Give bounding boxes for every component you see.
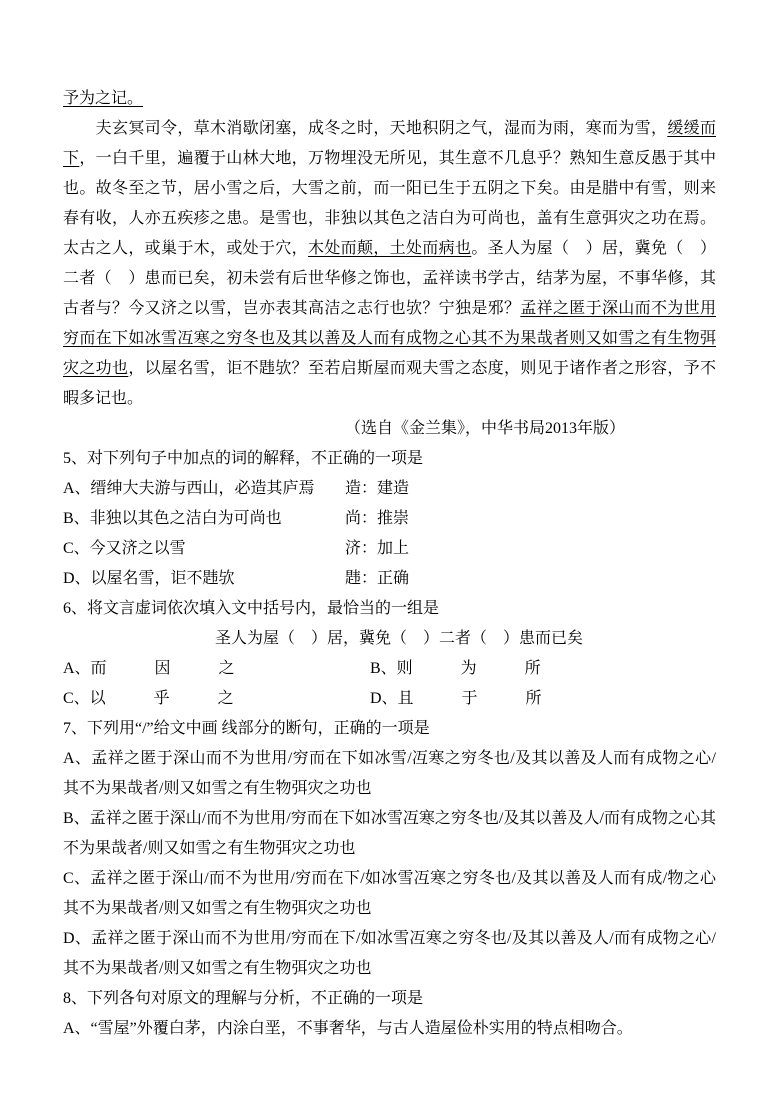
underlined-text: 木处而颠，土处而病也 [307, 240, 472, 257]
q7-stem: 7、下列用“/”给文中画 线部分的断句，正确的一项是 [63, 720, 430, 737]
q6-option-b: B、则 为 所 [370, 660, 541, 677]
q6-option-row [63, 684, 716, 714]
q5-option-d-label: D、以屋名雪，讵不韪欤 [63, 570, 235, 587]
q6-option-c: C、以 乎 之 [63, 690, 234, 707]
passage-text: 。圣人为屋（ ）居，冀免（ ）二者（ ）患而已矣，初未尝有后世华修之饰也，孟祥读书学古，结茅为屋，不事华修，其古者与？今又济之以雪，岂亦表其高洁之志行也欤？宁独是邪？ [63, 240, 716, 317]
q6-quote-line: 圣人为屋（ ）居，冀免（ ）二者（ ）患而已矣 [215, 630, 584, 647]
source-attribution: （选自《金兰集》，中华书局2013年版） [344, 420, 625, 437]
q5-option-row [63, 504, 716, 534]
q7-option-b: B、孟祥之匿于深山/而不为世用/穷而在下如冰雪冱寒之穷冬也/及其以善及人/而有成物之心其不为果哉者/则又如雪之有生物弭灾之功也 [63, 810, 716, 857]
q6-option-a: A、而 因 之 [63, 660, 235, 677]
q6-option-row [63, 654, 716, 684]
q7-option-a: A、孟祥之匿于深山而不为世用/穷而在下如冰雪/冱寒之穷冬也/及其以善及人而有成物之心/其不为果哉者/则又如雪之有生物弭灾之功也 [63, 750, 716, 797]
passage-paragraph [63, 114, 716, 414]
q5-option-a-label: A、缙绅大夫游与西山，必造其庐焉 [63, 480, 315, 497]
passage-text: 夫玄冥司令，草木消歇闭塞，成冬之时，天地积阴之气，湿而为雨，寒而为雪， [63, 120, 668, 137]
q8-option-a: A、“雪屋”外覆白茅，内涂白垩，不事奢华，与古人造屋俭朴实用的特点相吻合。 [63, 1020, 633, 1037]
q5-option-row [63, 534, 716, 564]
q5-option-c-label: C、今又济之以雪 [63, 540, 186, 557]
underlined-text: 予为之记。 [63, 90, 144, 107]
passage-text: ，一白千里，遍覆于山林大地，万物埋没无所见，其生意不几息乎？熟知生意反愚于其中也。故冬至之节，居小雪之后，大雪之前，而一阳已生于五阴之下矣。由是腊中有雪，则来春有收，人亦五疾疹之患。是雪也，非独以其色之洁白为可尚也，盖有生意弭灾之功在焉。太古之人，或巢于木，或处于穴， [63, 150, 716, 257]
q5-option-a-gloss: 造：建造 [345, 480, 410, 497]
underlined-text: 缓缓而下 [63, 120, 716, 167]
q6-stem: 6、将文言虚词依次填入文中括号内，最恰当的一组是 [63, 600, 440, 617]
q7-option-d: D、孟祥之匿于深山而不为世用/穷而在下/如冰雪冱寒之穷冬也/及其以善及人/而有成物之心/其不为果哉者/则又如雪之有生物弭灾之功也 [63, 930, 716, 977]
q5-option-b-label: B、非独以其色之洁白为可尚也 [63, 510, 282, 527]
q7-option-c: C、孟祥之匿于深山/而不为世用/穷而在下/如冰雪冱寒之穷冬也/及其以善及人而有成/物之心其不为果哉者/则又如雪之有生物弭灾之功也 [63, 870, 716, 917]
intro-tail-line [63, 84, 716, 114]
q5-option-d-gloss: 韪：正确 [345, 570, 410, 587]
q5-option-row [63, 564, 716, 594]
q5-option-c-gloss: 济：加上 [345, 540, 410, 557]
q5-option-b-gloss: 尚：推崇 [345, 510, 410, 527]
q8-stem: 8、下列各句对原文的理解与分析，不正确的一项是 [63, 990, 424, 1007]
q5-stem: 5、对下列句子中加点的词的解释，不正确的一项是 [63, 450, 424, 467]
q5-option-row [63, 474, 716, 504]
passage-text: ，以屋名雪，讵不韪欤？至若启斯屋而观夫雪之态度，则见于诸作者之形容，予不暇多记也。 [63, 360, 716, 407]
underlined-text: 孟祥之匿于深山而不为世用穷而在下如冰雪冱寒之穷冬也及其以善及人而有成物之心其不为果哉者则又如雪之有生物弭灾之功也 [63, 300, 716, 377]
q6-option-d: D、且 于 所 [370, 690, 542, 707]
